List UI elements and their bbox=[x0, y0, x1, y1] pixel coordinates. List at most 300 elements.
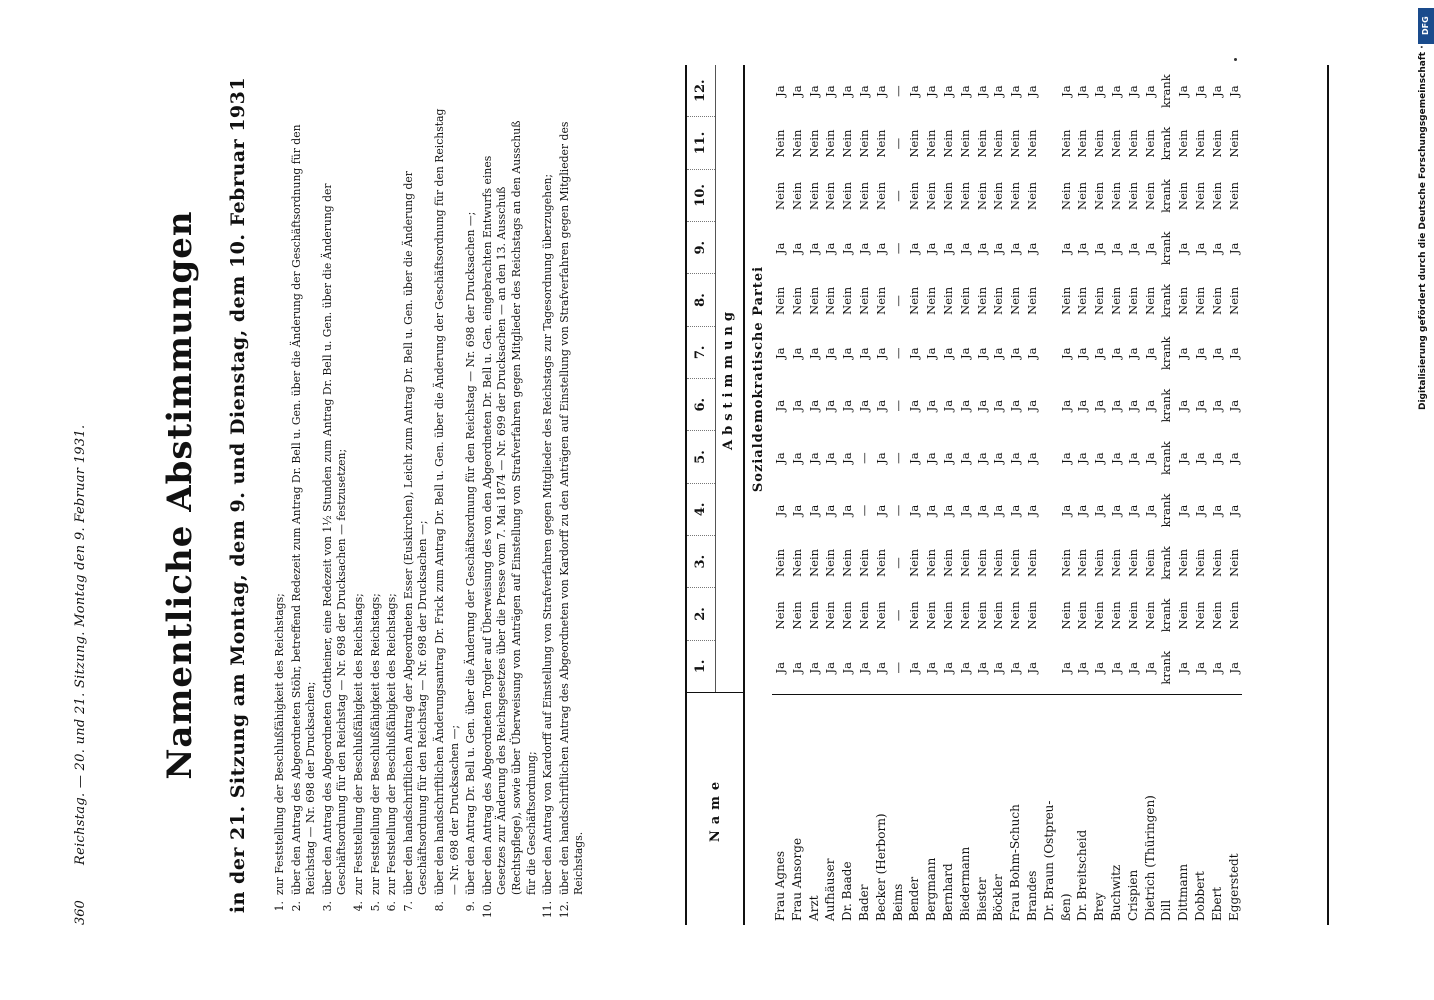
vote-cell: Ja bbox=[1024, 399, 1039, 412]
vote-cell: Nein bbox=[1209, 548, 1224, 577]
vote-cell: Ja bbox=[1075, 242, 1090, 255]
document-subtitle: in der 21. Sitzung am Montag, dem 9. und Dienstag, dem 10. Februar 1931 bbox=[227, 76, 249, 914]
vote-cell: Nein bbox=[1176, 129, 1191, 158]
member-name-cell bbox=[940, 694, 957, 925]
vote-cell: Ja bbox=[1092, 504, 1107, 517]
vote-cell: Nein bbox=[1226, 182, 1241, 210]
vote-item-text: über den handschriftlichen Antrag des Abgeordneten von Kardorff zu den Anträgen auf Einstellung von Strafverfahren gegen Mitglieder des Reichstags. bbox=[557, 121, 586, 895]
vote-cell: Ja bbox=[1024, 452, 1039, 464]
vote-cell: Nein bbox=[974, 601, 989, 630]
vote-cell: Ja bbox=[873, 662, 888, 674]
vote-cell: Ja bbox=[1176, 662, 1191, 674]
vote-cell: Ja bbox=[1092, 662, 1107, 674]
vote-cell: Ja bbox=[924, 662, 939, 674]
member-name: Dittmann bbox=[1176, 863, 1191, 921]
vote-cell: Ja bbox=[1125, 399, 1140, 412]
vote-cell: Nein bbox=[991, 548, 1006, 577]
vote-cell: Nein bbox=[873, 286, 888, 315]
vote-cell: Ja bbox=[957, 242, 972, 255]
vote-number-header: 1. bbox=[687, 640, 715, 692]
vote-column-headers bbox=[687, 65, 743, 692]
vote-number-row bbox=[687, 65, 716, 692]
member-name: ßen) bbox=[1058, 893, 1073, 921]
vote-cell: Nein bbox=[1008, 601, 1023, 630]
member-name: Dr. Baade bbox=[840, 861, 855, 921]
vote-cell: Nein bbox=[856, 601, 871, 630]
vote-item bbox=[558, 105, 587, 925]
member-name: Aufhäuser bbox=[823, 858, 838, 921]
vote-cell: Ja bbox=[1125, 452, 1140, 464]
vote-cell: Ja bbox=[806, 347, 821, 359]
vote-cell: Ja bbox=[1008, 347, 1023, 359]
member-name-cell bbox=[1007, 694, 1024, 925]
member-name: Bernhard bbox=[940, 863, 955, 921]
vote-cell: Nein bbox=[974, 182, 989, 210]
vote-cell: — bbox=[890, 662, 905, 674]
table-row bbox=[1226, 65, 1243, 925]
member-name: Böckler bbox=[991, 874, 1006, 921]
vote-number-header: 12. bbox=[693, 79, 708, 103]
vote-cell: Nein bbox=[1092, 286, 1107, 315]
vote-item bbox=[273, 105, 288, 925]
member-name-cell bbox=[906, 694, 923, 925]
vote-cell: Ja bbox=[1092, 347, 1107, 359]
vote-cell: Nein bbox=[974, 129, 989, 158]
member-name-cell bbox=[789, 694, 806, 925]
vote-cell: Ja bbox=[806, 85, 821, 97]
vote-cell: Nein bbox=[1192, 129, 1207, 158]
member-name-cell bbox=[873, 694, 890, 925]
vote-cell bbox=[1041, 275, 1058, 327]
vote-cell: Nein bbox=[1075, 182, 1090, 210]
table-row bbox=[1209, 65, 1226, 925]
table-row bbox=[1058, 65, 1075, 925]
vote-cell: Nein bbox=[1092, 129, 1107, 158]
vote-cell: Ja bbox=[823, 347, 838, 359]
vote-cell: Ja bbox=[957, 347, 972, 359]
member-name: Brandes bbox=[1024, 870, 1039, 921]
vote-cell: Ja bbox=[1008, 662, 1023, 674]
vote-cell: Nein bbox=[924, 548, 939, 577]
vote-cell: Ja bbox=[1209, 347, 1224, 359]
vote-cell: krank bbox=[1159, 650, 1174, 685]
vote-cell: Ja bbox=[789, 399, 804, 412]
vote-item-number: 9. bbox=[464, 901, 478, 912]
vote-number-header: 6. bbox=[687, 378, 715, 430]
vote-item-list bbox=[273, 105, 589, 925]
vote-cell: Ja bbox=[1226, 85, 1241, 97]
vote-cell: Nein bbox=[907, 286, 922, 315]
vote-cell: Nein bbox=[1008, 548, 1023, 577]
vote-cell: Nein bbox=[1075, 548, 1090, 577]
vote-cell: Nein bbox=[789, 601, 804, 630]
member-name: Frau Agnes bbox=[773, 850, 787, 921]
vote-cell bbox=[1041, 432, 1058, 484]
vote-cell: Ja bbox=[1075, 85, 1090, 97]
vote-cell: Ja bbox=[940, 347, 955, 359]
vote-cell: Ja bbox=[1176, 399, 1191, 412]
vote-cell: Ja bbox=[823, 242, 838, 255]
vote-cell: Nein bbox=[856, 182, 871, 210]
table-rows bbox=[772, 65, 1242, 925]
member-name: Bader bbox=[856, 884, 871, 921]
vote-cell: Nein bbox=[1142, 286, 1157, 315]
vote-cell: Ja bbox=[873, 242, 888, 255]
vote-cell: Nein bbox=[1092, 601, 1107, 630]
vote-cell: Ja bbox=[974, 662, 989, 674]
member-name-cell bbox=[1041, 694, 1058, 925]
vote-cell: Ja bbox=[957, 85, 972, 97]
vote-cell: Nein bbox=[907, 129, 922, 158]
table-row bbox=[1175, 65, 1192, 925]
table-row bbox=[1024, 65, 1041, 925]
vote-cell: Nein bbox=[1226, 129, 1241, 158]
vote-cell: Nein bbox=[873, 548, 888, 577]
member-name: Frau Bohm-Schuch bbox=[1008, 804, 1023, 921]
vote-cell: Nein bbox=[773, 548, 787, 577]
vote-item bbox=[321, 105, 350, 925]
table-row bbox=[1091, 65, 1108, 925]
table-row bbox=[990, 65, 1007, 925]
vote-cell: Nein bbox=[873, 182, 888, 210]
vote-item bbox=[481, 105, 539, 925]
vote-cell: Ja bbox=[1142, 399, 1157, 412]
vote-cell: Nein bbox=[1142, 548, 1157, 577]
vote-item bbox=[385, 105, 400, 925]
vote-cell: — bbox=[890, 609, 905, 622]
vote-cell bbox=[1041, 484, 1058, 536]
vote-cell: Nein bbox=[1209, 601, 1224, 630]
vote-cell: — bbox=[890, 347, 905, 360]
member-name-cell bbox=[1058, 694, 1075, 925]
vote-cell: krank bbox=[1159, 598, 1174, 633]
vote-cell: Ja bbox=[924, 452, 939, 464]
vote-cell: — bbox=[890, 242, 905, 255]
vote-cell: Nein bbox=[924, 129, 939, 158]
member-name-cell bbox=[806, 694, 823, 925]
vote-cell: — bbox=[856, 504, 871, 517]
member-name-cell bbox=[1192, 694, 1209, 925]
document-title: Namentliche Abstimmungen bbox=[160, 210, 200, 780]
vote-cell: — bbox=[890, 85, 905, 97]
vote-cell: Ja bbox=[940, 242, 955, 255]
vote-cell: Ja bbox=[907, 452, 922, 464]
vote-cell: Nein bbox=[873, 129, 888, 158]
member-name-cell bbox=[839, 694, 856, 925]
vote-cell: krank bbox=[1159, 546, 1174, 580]
member-name: Biedermann bbox=[957, 846, 972, 921]
vote-cell: Ja bbox=[1176, 504, 1191, 517]
vote-cell: Nein bbox=[1108, 182, 1123, 210]
vote-cell: Ja bbox=[991, 452, 1006, 464]
vote-cell: — bbox=[890, 295, 905, 307]
vote-cell: Nein bbox=[1176, 182, 1191, 210]
vote-cell: Ja bbox=[1108, 242, 1123, 255]
vote-cell: Ja bbox=[1008, 85, 1023, 97]
vote-item-number: 6. bbox=[385, 901, 399, 912]
vote-cell: krank bbox=[1159, 231, 1174, 266]
table-row bbox=[1192, 65, 1209, 925]
vote-cell: Ja bbox=[907, 242, 922, 255]
vote-cell: Nein bbox=[806, 548, 821, 577]
vote-cell: Ja bbox=[1125, 662, 1140, 674]
vote-cell: Ja bbox=[1209, 662, 1224, 674]
vote-cell: Ja bbox=[1209, 452, 1224, 464]
vote-cell: Nein bbox=[1142, 129, 1157, 158]
vote-cell bbox=[1041, 65, 1058, 117]
vote-cell: Nein bbox=[1226, 548, 1241, 577]
vote-cell: Ja bbox=[856, 85, 871, 97]
vote-cell: krank bbox=[1159, 179, 1174, 213]
vote-cell: Ja bbox=[1192, 242, 1207, 255]
vote-cell: Ja bbox=[974, 452, 989, 464]
vote-cell: Ja bbox=[1108, 662, 1123, 674]
vote-cell: Ja bbox=[789, 347, 804, 359]
vote-cell: Ja bbox=[1075, 399, 1090, 412]
vote-cell: Ja bbox=[1075, 662, 1090, 674]
vote-cell: Ja bbox=[1226, 399, 1241, 412]
table-row bbox=[940, 65, 957, 925]
vote-cell: Ja bbox=[1226, 504, 1241, 517]
vote-cell: Ja bbox=[806, 242, 821, 255]
vote-cell: Ja bbox=[1008, 242, 1023, 255]
vote-cell: Nein bbox=[806, 601, 821, 630]
vote-cell: Ja bbox=[1192, 85, 1207, 97]
vote-item bbox=[290, 105, 319, 925]
vote-cell: Ja bbox=[873, 347, 888, 359]
running-title: Reichstag. — 20. und 21. Sitzung. Montag den 9. Februar 1931. bbox=[73, 424, 88, 865]
vote-cell: Nein bbox=[1008, 129, 1023, 158]
vote-cell: Ja bbox=[1075, 347, 1090, 359]
member-name: Becker (Herborn) bbox=[873, 813, 888, 921]
vote-item-text: zur Feststellung der Beschlußfähigkeit des Reichstags; bbox=[385, 593, 399, 895]
vote-cell: Nein bbox=[1058, 286, 1073, 315]
dfg-logo: DFG bbox=[1418, 8, 1434, 44]
vote-cell: Nein bbox=[1108, 548, 1123, 577]
vote-cell: Nein bbox=[773, 129, 787, 158]
vote-cell bbox=[1041, 117, 1058, 169]
member-name-cell bbox=[1226, 694, 1243, 925]
vote-cell: Ja bbox=[773, 504, 787, 517]
vote-cell: Nein bbox=[907, 182, 922, 210]
table-row bbox=[839, 65, 856, 925]
vote-cell: Ja bbox=[1092, 242, 1107, 255]
member-name: Crispien bbox=[1125, 869, 1140, 921]
vote-cell: Ja bbox=[1058, 347, 1073, 359]
table-row bbox=[890, 65, 907, 925]
table-row bbox=[772, 65, 789, 925]
member-name-cell bbox=[1158, 694, 1175, 925]
vote-cell: Ja bbox=[806, 452, 821, 464]
vote-cell: Nein bbox=[907, 548, 922, 577]
vote-cell: Ja bbox=[840, 347, 855, 359]
vote-cell: Ja bbox=[1192, 452, 1207, 464]
vote-cell: Ja bbox=[806, 504, 821, 517]
vote-cell: Nein bbox=[1108, 286, 1123, 315]
member-name: Eggerstedt bbox=[1226, 853, 1241, 921]
vote-cell: Ja bbox=[907, 347, 922, 359]
vote-cell: Nein bbox=[1108, 129, 1123, 158]
member-name-cell bbox=[1091, 694, 1108, 925]
vote-cell: Ja bbox=[991, 504, 1006, 517]
vote-cell: Ja bbox=[1192, 347, 1207, 359]
vote-cell: Ja bbox=[1226, 242, 1241, 255]
vote-cell: Ja bbox=[1176, 452, 1191, 464]
table-row bbox=[806, 65, 823, 925]
vote-cell: Ja bbox=[806, 399, 821, 412]
member-name-cell bbox=[1175, 694, 1192, 925]
vote-cell: Ja bbox=[991, 85, 1006, 97]
vote-cell: Ja bbox=[840, 399, 855, 412]
vote-cell: Nein bbox=[1075, 601, 1090, 630]
vote-item-number: 3. bbox=[320, 901, 334, 912]
member-name: Beims bbox=[890, 883, 905, 921]
vote-cell: Nein bbox=[840, 286, 855, 315]
vote-cell: Ja bbox=[1176, 85, 1191, 97]
vote-cell: Ja bbox=[991, 242, 1006, 255]
vote-cell: Ja bbox=[1125, 347, 1140, 359]
vote-cell: Ja bbox=[1008, 452, 1023, 464]
vote-number-header: 10. bbox=[687, 169, 715, 221]
vote-cell: Nein bbox=[1209, 129, 1224, 158]
vote-cell: Ja bbox=[1142, 242, 1157, 255]
vote-cell: Ja bbox=[873, 399, 888, 412]
vote-cell: Ja bbox=[1024, 242, 1039, 255]
vote-cell: Ja bbox=[1024, 504, 1039, 517]
vote-number-header: 2. bbox=[687, 587, 715, 639]
vote-cell: Nein bbox=[1092, 182, 1107, 210]
vote-cell: Ja bbox=[924, 242, 939, 255]
member-name-cell bbox=[772, 694, 789, 925]
vote-cell: Nein bbox=[806, 182, 821, 210]
vote-cell: Nein bbox=[1125, 286, 1140, 315]
vote-cell: Nein bbox=[789, 182, 804, 210]
vote-number-header: 5. bbox=[687, 430, 715, 482]
vote-cell bbox=[1041, 537, 1058, 589]
vote-cell: Nein bbox=[940, 286, 955, 315]
table-header bbox=[685, 65, 745, 925]
vote-cell: Ja bbox=[991, 347, 1006, 359]
vote-cell: Ja bbox=[823, 452, 838, 464]
member-name-cell bbox=[1209, 694, 1226, 925]
vote-cell: Nein bbox=[1176, 548, 1191, 577]
vote-cell: Nein bbox=[773, 601, 787, 630]
vote-number-header: 11. bbox=[687, 116, 715, 168]
vote-cell: krank bbox=[1159, 283, 1174, 318]
vote-cell: Ja bbox=[1192, 399, 1207, 412]
member-name-cell bbox=[1024, 694, 1041, 925]
vote-cell: Nein bbox=[1058, 129, 1073, 158]
vote-cell: Nein bbox=[1142, 182, 1157, 210]
table-row bbox=[1158, 65, 1175, 925]
vote-cell: Ja bbox=[924, 85, 939, 97]
member-name: Dobbert bbox=[1192, 871, 1207, 921]
vote-cell: Ja bbox=[1108, 504, 1123, 517]
vote-cell: Ja bbox=[840, 85, 855, 97]
vote-cell: Nein bbox=[1075, 129, 1090, 158]
vote-cell: Ja bbox=[823, 399, 838, 412]
vote-cell: Nein bbox=[991, 182, 1006, 210]
party-heading: Sozialdemokratische Partei bbox=[751, 265, 766, 493]
vote-cell: Ja bbox=[773, 85, 787, 97]
vote-number-header: 4. bbox=[687, 483, 715, 535]
vote-item-text: über den handschriftlichen Änderungsantrag Dr. Frick zum Antrag Dr. Bell u. Gen. über die Änderung der Geschäftsordnung für den Reichstag — Nr. 698 der Drucksachen —; bbox=[432, 108, 461, 895]
vote-cell: krank bbox=[1159, 493, 1174, 528]
member-name-cell bbox=[923, 694, 940, 925]
table-row bbox=[974, 65, 991, 925]
vote-cell: Ja bbox=[940, 504, 955, 517]
vote-cell: Ja bbox=[1125, 85, 1140, 97]
vote-cell: Ja bbox=[957, 504, 972, 517]
vote-cell: Nein bbox=[1092, 548, 1107, 577]
vote-cell: Nein bbox=[1008, 182, 1023, 210]
vote-cell: Ja bbox=[873, 85, 888, 97]
vote-cell: Nein bbox=[840, 601, 855, 630]
vote-cell: Nein bbox=[1024, 129, 1039, 158]
vote-cell: Nein bbox=[907, 601, 922, 630]
vote-cell: Ja bbox=[924, 399, 939, 412]
vote-cell: Nein bbox=[1226, 601, 1241, 630]
member-name-cell bbox=[1074, 694, 1091, 925]
vote-cell: Ja bbox=[907, 504, 922, 517]
vote-cell: Nein bbox=[856, 129, 871, 158]
table-row bbox=[822, 65, 839, 925]
vote-cell: Ja bbox=[1209, 399, 1224, 412]
vote-cell: Nein bbox=[991, 601, 1006, 630]
vote-cell: Ja bbox=[1024, 662, 1039, 674]
vote-cell: Ja bbox=[840, 242, 855, 255]
vote-cell: Nein bbox=[1142, 601, 1157, 630]
member-name-cell bbox=[974, 694, 991, 925]
vote-cell: Nein bbox=[924, 601, 939, 630]
vote-cell: Ja bbox=[974, 399, 989, 412]
vote-header-label: Abstimmung bbox=[721, 307, 736, 450]
vote-cell: Nein bbox=[940, 182, 955, 210]
vote-cell: Ja bbox=[940, 399, 955, 412]
vote-cell: Ja bbox=[840, 452, 855, 464]
vote-cell: Nein bbox=[1125, 548, 1140, 577]
member-name: Dr. Braun (Ostpreu- bbox=[1041, 800, 1056, 921]
table-row bbox=[1142, 65, 1159, 925]
vote-cell: Ja bbox=[940, 85, 955, 97]
vote-cell: Ja bbox=[1108, 347, 1123, 359]
vote-cell: Ja bbox=[773, 242, 787, 255]
vote-item-text: über den Antrag des Abgeordneten Torgler auf Überweisung des von den Abgeordneten Dr. Bell u. Gen. eingebrachten Entwurfs eines Gesetzes zur Änderung des Reichsgesetzes über die Presse vom 7. Mai 1874 — Nr. 699 der Drucksachen — an den 13. Ausschuß (Rechtspflege), sowie über Überweisung von Anträgen auf Einstellung von Strafverfahren gegen Mitglieder des Reichstags an den Ausschuß für die Geschäftsordnung; bbox=[480, 120, 538, 895]
table-row bbox=[957, 65, 974, 925]
vote-cell: Ja bbox=[1024, 347, 1039, 359]
vote-cell: Nein bbox=[957, 601, 972, 630]
vote-cell: Nein bbox=[840, 182, 855, 210]
member-name: Bergmann bbox=[924, 857, 939, 921]
vote-cell: Nein bbox=[940, 129, 955, 158]
vote-cell: Ja bbox=[873, 452, 888, 464]
rotated-document-page bbox=[65, 65, 1355, 925]
vote-cell: Nein bbox=[1024, 286, 1039, 315]
table-row bbox=[923, 65, 940, 925]
vote-cell: — bbox=[890, 557, 905, 569]
vote-item-number: 8. bbox=[432, 901, 446, 912]
vote-cell: Ja bbox=[1142, 85, 1157, 97]
vote-cell: Ja bbox=[1058, 452, 1073, 464]
vote-cell: Ja bbox=[1209, 504, 1224, 517]
vote-cell: Nein bbox=[789, 129, 804, 158]
vote-cell: — bbox=[890, 137, 905, 150]
vote-table bbox=[685, 65, 1242, 925]
vote-cell: krank bbox=[1159, 441, 1174, 475]
vote-cell: — bbox=[890, 452, 905, 464]
vote-number-header: 8. bbox=[687, 273, 715, 325]
vote-cell: Ja bbox=[856, 662, 871, 674]
